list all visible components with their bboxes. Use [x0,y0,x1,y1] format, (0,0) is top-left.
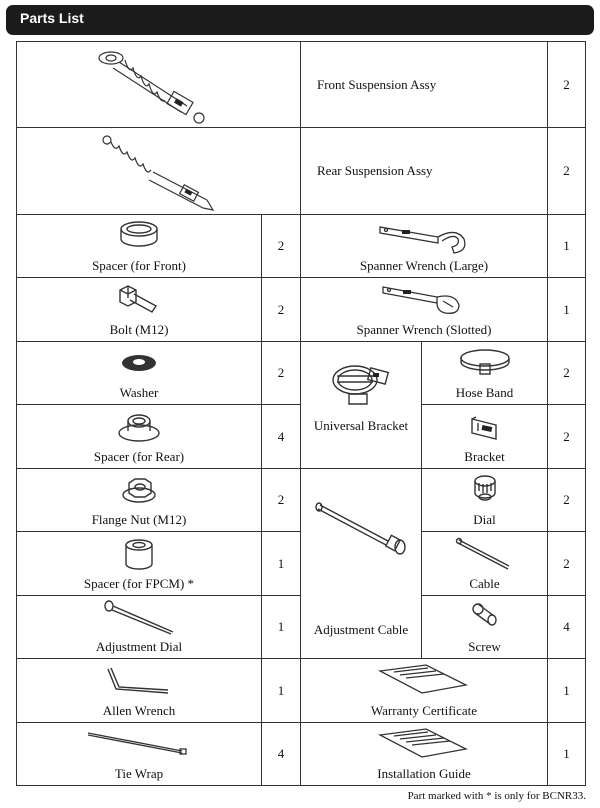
flange-nut-icon [121,475,157,505]
hose-band-cell [421,341,548,405]
spanner-large-cell [300,214,548,278]
universal-bracket-label: Universal Bracket [313,418,409,433]
cable-icon [455,536,515,570]
rear-suspension-image-cell [16,127,301,215]
adjustment-cable-icon [314,499,408,555]
spacer-rear-cell [16,404,262,469]
allen-wrench-icon [104,665,174,697]
bracket-label: Bracket [464,449,505,464]
allen-wrench-cell [16,658,262,723]
warranty-cell [300,658,548,723]
flange-nut-qty: 2 [277,492,285,507]
tie-wrap-label: Tie Wrap [114,766,164,781]
spanner-slotted-qty: 1 [563,301,570,317]
screw-label: Screw [468,639,501,654]
rear-suspension-qty-cell [547,127,586,215]
install-guide-label: Installation Guide [377,766,471,781]
dial-cell [421,468,548,532]
page-title: Parts List [20,10,84,26]
dial-label: Dial [473,512,496,527]
bracket-qty: 2 [563,428,570,444]
front-suspension-name-cell [300,41,548,128]
adjustment-cable-label: Adjustment Cable [313,622,409,637]
washer-icon [119,352,159,374]
adjustment-dial-cell [16,595,262,659]
dial-qty: 2 [563,492,570,507]
spacer-front-qty: 2 [277,238,285,253]
adjustment-dial-label: Adjustment Dial [95,639,183,654]
front-suspension-icon [89,46,229,126]
install-guide-icon [376,727,472,763]
spacer-fpcm-label: Spacer (for FPCM) * [83,576,195,591]
front-suspension-image-cell [16,41,301,128]
spanner-large-qty: 1 [563,238,570,253]
dial-icon [470,473,500,505]
washer-label: Washer [119,385,159,400]
install-guide-qty-cell [547,722,586,786]
warranty-qty: 1 [563,682,570,698]
spanner-slotted-qty-cell [547,277,586,342]
washer-cell [16,341,262,405]
warranty-icon [376,663,472,699]
adjustment-cable-cell [300,468,422,659]
allen-wrench-qty-cell [261,658,301,723]
flange-nut-qty-cell [261,468,301,532]
adjustment-dial-qty: 1 [277,619,285,634]
bracket-qty-cell [547,404,586,469]
universal-bracket-icon [329,360,393,410]
tie-wrap-qty: 4 [277,746,285,761]
warranty-label: Warranty Certificate [370,703,478,718]
rear-suspension-name-cell [300,127,548,215]
tie-wrap-icon [84,729,194,755]
flange-nut-label: Flange Nut (M12) [91,512,187,527]
adjustment-dial-icon [101,598,177,636]
warranty-qty-cell [547,658,586,723]
spacer-fpcm-icon [123,538,155,574]
spanner-large-icon [376,219,472,255]
cable-qty: 2 [563,555,570,571]
spacer-fpcm-qty: 1 [277,555,285,571]
hose-band-qty-cell [547,341,586,405]
bolt-label: Bolt (M12) [109,322,169,337]
footnote: Part marked with * is only for BCNR33. [407,790,586,802]
spacer-fpcm-qty-cell [261,531,301,596]
rear-suspension-qty: 2 [563,163,570,178]
screw-qty: 4 [563,619,570,634]
bracket-cell [421,404,548,469]
hose-band-qty: 2 [563,365,570,380]
washer-qty: 2 [277,365,285,380]
spacer-fpcm-cell [16,531,262,596]
rear-suspension-label: Rear Suspension Assy [317,163,433,178]
spacer-rear-label: Spacer (for Rear) [93,449,185,464]
spanner-slotted-cell [300,277,548,342]
flange-nut-cell [16,468,262,532]
front-suspension-qty-cell [547,41,586,128]
tie-wrap-qty-cell [261,722,301,786]
spanner-slotted-label: Spanner Wrench (Slotted) [356,322,492,337]
front-suspension-qty: 2 [563,76,570,92]
screw-icon [470,602,500,628]
dial-qty-cell [547,468,586,532]
spacer-front-cell [16,214,262,278]
front-suspension-label: Front Suspension Assy [317,76,437,92]
spanner-large-qty-cell [547,214,586,278]
spacer-rear-qty-cell [261,404,301,469]
spanner-slotted-icon [379,281,469,317]
rear-suspension-icon [89,130,229,214]
cable-cell [421,531,548,596]
cable-label: Cable [469,576,500,591]
install-guide-qty: 1 [563,746,570,761]
universal-bracket-cell [300,341,422,469]
bolt-qty-cell [261,277,301,342]
hose-band-label: Hose Band [455,385,514,400]
bolt-icon [116,282,162,316]
install-guide-cell [300,722,548,786]
bolt-qty: 2 [277,301,285,317]
cable-qty-cell [547,531,586,596]
bracket-icon [468,415,502,443]
tie-wrap-cell [16,722,262,786]
bolt-cell [16,277,262,342]
spacer-rear-qty: 4 [277,428,285,444]
parts-list-header [6,5,594,35]
spanner-large-label: Spanner Wrench (Large) [359,258,489,273]
screw-cell [421,595,548,659]
allen-wrench-qty: 1 [277,682,285,698]
hose-band-icon [458,346,512,380]
screw-qty-cell [547,595,586,659]
adjustment-dial-qty-cell [261,595,301,659]
washer-qty-cell [261,341,301,405]
spacer-front-qty-cell [261,214,301,278]
spacer-rear-icon [117,409,161,445]
spacer-front-icon [117,220,161,250]
allen-wrench-label: Allen Wrench [102,703,176,718]
spacer-front-label: Spacer (for Front) [92,258,186,273]
